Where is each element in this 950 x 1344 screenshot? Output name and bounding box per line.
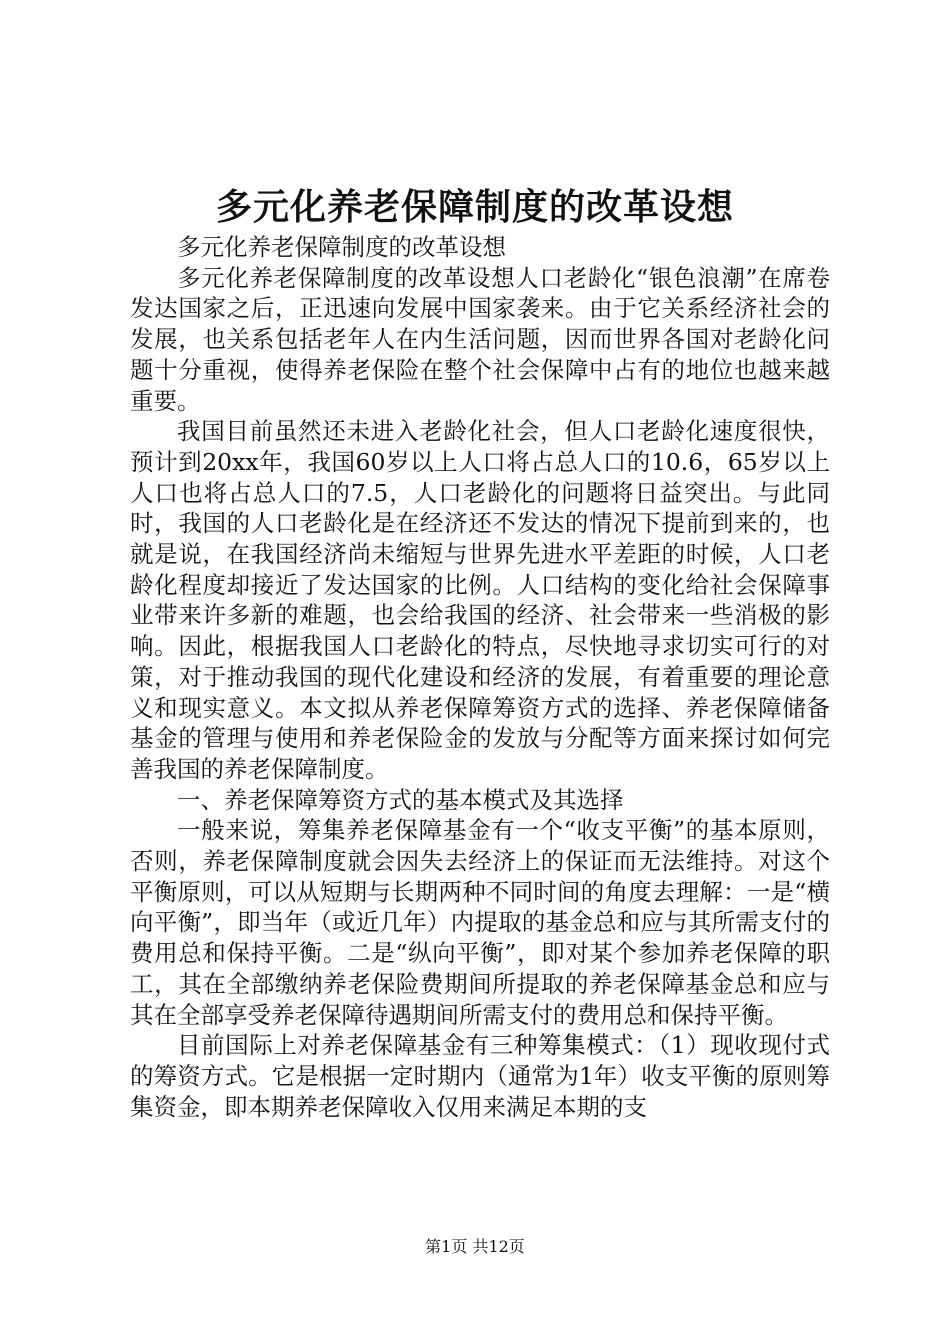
paragraph-subtitle: 多元化养老保障制度的改革设想 bbox=[177, 233, 506, 261]
paragraph: 多元化养老保障制度的改革设想人口老龄化“银色浪潮”在席卷发达国家之后，正迅速向发展中国家袭来。由于它关系经济社会的发展，也关系包括老年人在内生活问题，因而世界各国对老龄化问题十分重视，使得养老保险在整个社会保障中占有的地位也越来越重要。 bbox=[130, 263, 830, 415]
page-footer: 第1页 共12页 bbox=[425, 1237, 525, 1256]
section-heading: 一、养老保障筹资方式的基本模式及其选择 bbox=[177, 785, 624, 814]
paragraph: 目前国际上对养老保障基金有三种筹集模式：（1）现收现付式的筹资方式。它是根据一定时期内（通常为1年）收支平衡的原则筹集资金，即本期养老保障收入仅用来满足本期的支 bbox=[130, 1031, 830, 1121]
paragraph: 一般来说，筹集养老保障基金有一个“收支平衡”的基本原则，否则，养老保障制度就会因失去经济上的保证而无法维持。对这个平衡原则，可以从短期与长期两种不同时间的角度去理解：一是“横向平衡”，即当年（或近几年）内提取的基金总和应与其所需支付的费用总和保持平衡。二是“纵向平衡”，即对某个参加养老保障的职工，其在全部缴纳养老保险费期间所提取的养老保障基金总和应与其在全部享受养老保障待遇期间所需支付的费用总和保持平衡。 bbox=[130, 816, 830, 1029]
document-title: 多元化养老保障制度的改革设想 bbox=[215, 186, 734, 228]
document-body bbox=[130, 232, 830, 1122]
paragraph: 我国目前虽然还未进入老龄化社会，但人口老龄化速度很快，预计到20xx年，我国60岁以上人口将占总人口的10.6，65岁以上人口也将占总人口的7.5，人口老龄化的问题将日益突出。与此同时，我国的人口老龄化是在经济还不发达的情况下提前到来的，也就是说，在我国经济尚未缩短与世界先进水平差距的时候，人口老龄化程度却接近了发达国家的比例。人口结构的变化给社会保障事业带来许多新的难题，也会给我国的经济、社会带来一些消极的影响。因此，根据我国人口老龄化的特点，尽快地寻求切实可行的对策，对于推动我国的现代化建设和经济的发展，有着重要的理论意义和现实意义。本文拟从养老保障筹资方式的选择、养老保障储备基金的管理与使用和养老保险金的发放与分配等方面来探讨如何完善我国的养老保障制度。 bbox=[130, 417, 830, 783]
